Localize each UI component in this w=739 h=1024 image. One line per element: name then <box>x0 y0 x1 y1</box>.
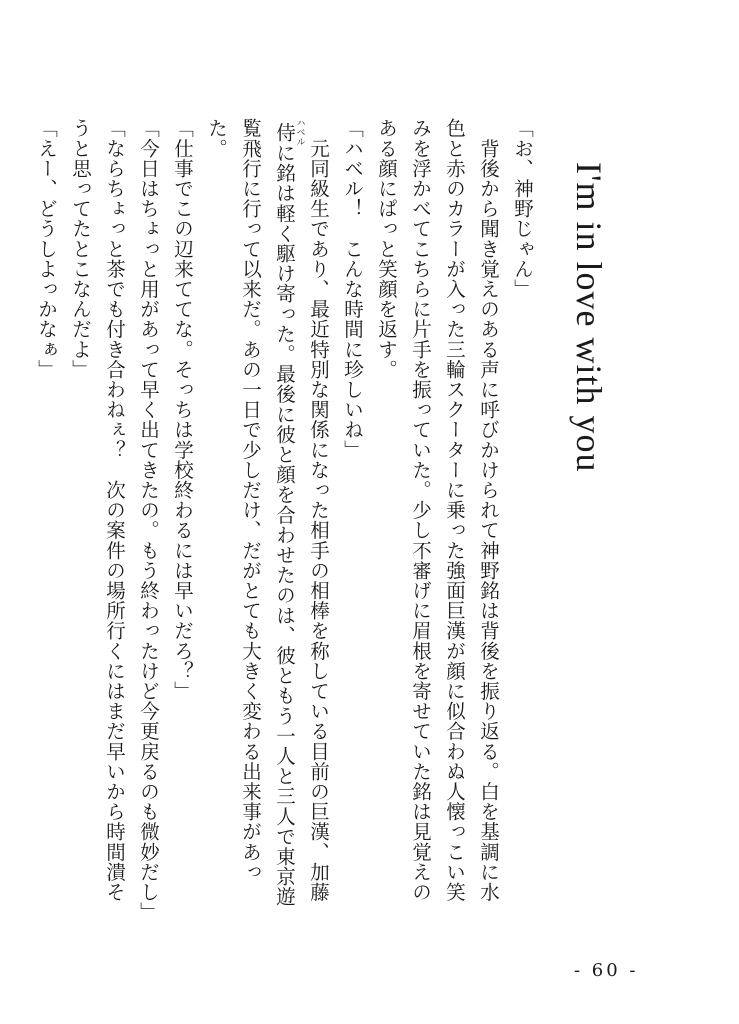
ruby-name: 侍ハベル <box>273 118 305 147</box>
page-number: - 60 - <box>574 960 639 981</box>
paragraph: 「お、神野じゃん」 <box>511 118 534 299</box>
chapter-title: I'm in love with you <box>569 162 609 473</box>
body-text <box>29 118 539 922</box>
paragraph: 背後から聞き覚えのある声に呼びかけられて神野銘は背後を振り返る。白を基調に水色と赤のカラーが入った三輪スクーターに乗った強面巨漢が顔に似合わぬ人懐っこい笑みを浮かべてこちらに片手を振っていた。少し不審げに眉根を寄せていた銘は見覚えのある顔にぱっと笑顔を返す。 <box>375 118 500 902</box>
paragraph: 「ならちょっと茶でも付き合わねぇ？ 次の案件の場所行くにはまだ早いから時間潰そうと思ってたとこなんだよ」 <box>69 118 126 902</box>
paragraph: 「仕事でこの辺来ててな。そっちは学校終わるには早いだろ？」 <box>171 118 194 701</box>
paragraph: 「えー、どうしよっかなぁ」 <box>35 118 58 380</box>
paragraph: 「ハベル！ こんな時間に珍しいね」 <box>341 118 364 460</box>
paragraph: 「今日はちょっと用があって早く出てきたの。もう終わったけど今更戻るのも微妙だし」 <box>137 118 160 922</box>
paragraph: 元同級生であり、最近特別な関係になった相手の相棒を称している目前の巨漢、加藤侍ハベルに銘は軽く駆け寄った。最後に彼と顔を合わせたのは、彼ともう一人と三人で東京遊覧飛行に行って以来だ。あの一日で少しだけ、だがとても大きく変わる出来事があった。 <box>205 118 330 907</box>
